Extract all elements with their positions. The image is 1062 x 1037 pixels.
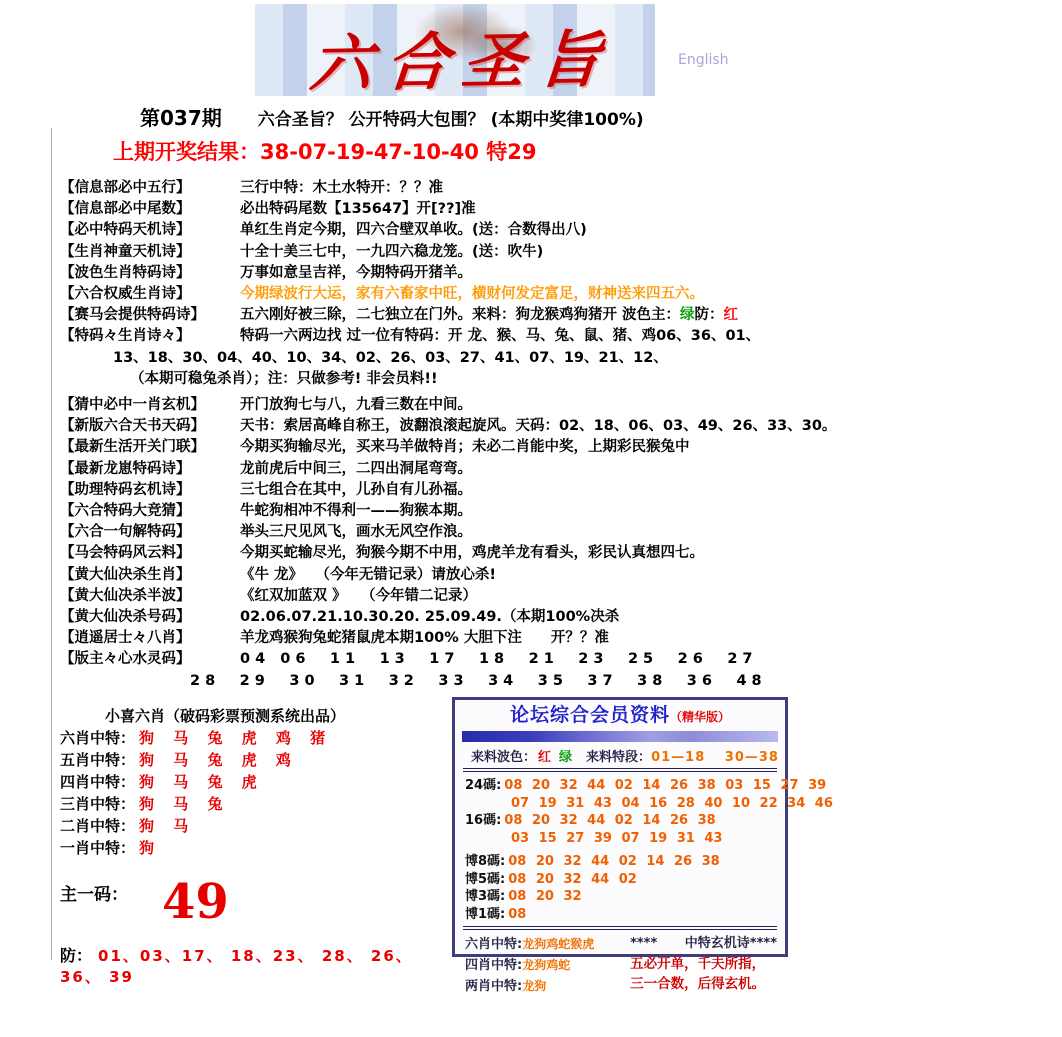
info-row-text: 开门放狗七与八，九看三数在中间。	[240, 397, 472, 414]
forum-box-title	[455, 703, 785, 729]
info-row-label: 【新版六合天书天码】	[60, 418, 205, 435]
info-row-fengyunliao	[60, 543, 1020, 564]
info-list	[60, 178, 1020, 692]
info-row-label: 【信息部必中五行】	[60, 180, 191, 196]
code-row-16	[465, 812, 779, 830]
xiaoxi-row-label: 一肖中特：	[60, 839, 136, 857]
xiaoxi-row-3	[60, 793, 450, 815]
xiaoxi-row-1	[60, 837, 450, 859]
info-row-label: 【六合特码大竞猜】	[60, 503, 191, 520]
xiaoxi-row-value: 狗 马	[139, 817, 196, 835]
issue-number: 第037期	[140, 106, 222, 130]
info-row-baxiao	[60, 628, 1020, 649]
lingma-line2: 28 29 30 31 32 33 34 35 37 38 36 48	[190, 672, 767, 689]
code-row-label: 24碼:	[465, 778, 502, 793]
xiaoxi-row-value: 狗 马 兔 虎 鸡 猪	[139, 729, 333, 747]
poem-line-1: 五必开单，千夫所指，	[630, 956, 766, 972]
xiaoxi-row-value: 狗 马 兔	[139, 795, 230, 813]
info-row-text: 《红双加蓝双 》 （今年错二记录）	[240, 587, 478, 604]
forum-divider	[463, 926, 777, 930]
info-row-yixiao-xuanji	[60, 395, 1020, 416]
bose-red: 红	[538, 750, 552, 765]
xiaoxi-row-label: 五肖中特：	[60, 751, 136, 769]
info-row-label: 【黄大仙决杀号码】	[60, 609, 191, 626]
fang-numbers: 01、03、17、 18、23、 28、 26、36、 39	[60, 947, 413, 986]
forum-title-suffix: （精华版）	[670, 710, 731, 724]
code-row-numbers: 08 20 32 44 02 14 26 38	[508, 854, 720, 869]
xiaoxi-title: 小喜六肖（破码彩票预测系统出品）	[105, 707, 346, 725]
poem-line-2: 三一合数，后得玄机。	[630, 976, 766, 992]
info-row-jueshahaoma	[60, 607, 1020, 628]
info-row-text-highlight: 今期绿波行大运，家有六畜家中旺，横财何发定富足，财神送来四五六。	[240, 286, 704, 303]
saima-pre: 五六刚好被三除，二七独立在门外。来料：狗龙猴鸡狗猪开 波色主：	[240, 307, 681, 324]
info-row-quanwei	[60, 284, 1020, 305]
bose-label: 来料波色：	[471, 750, 537, 765]
info-row-label: 【信息部必中尾数】	[60, 201, 191, 218]
lingma-line1: 04 06 11 13 17 18 21 23 25 26 27	[240, 651, 758, 668]
main-code-row	[60, 871, 450, 937]
left-border-rule	[51, 128, 52, 960]
xiaoxi-row-2	[60, 815, 450, 837]
xiaoxi-row-label: 三肖中特：	[60, 795, 136, 813]
code-row-bo3	[465, 888, 779, 906]
info-row-zhuli	[60, 480, 1020, 501]
tema-continuation-numbers: 13、18、30、04、40、10、34、02、26、03、27、41、07、19、21、12、	[113, 349, 668, 366]
banner-title: 六合圣旨	[307, 22, 619, 101]
info-row-label: 【最新龙崽特码诗】	[60, 460, 191, 477]
xiaoxi-row-value: 狗 马 兔 虎	[139, 773, 264, 791]
info-row-label: 【最新生活开关门联】	[60, 439, 205, 456]
xiaoxi-row-5	[60, 749, 450, 771]
info-row-jueshabanbo	[60, 586, 1020, 607]
code-row-numbers: 08 20 32 44 02	[508, 871, 637, 887]
xiaoxi-row-value: 狗 马 兔 虎 鸡	[139, 751, 298, 769]
info-row-label: 【黄大仙决杀生肖】	[60, 566, 191, 583]
teduan-value: 01—18 30—38	[651, 750, 779, 765]
zodiac-row-value: 龙狗	[522, 979, 547, 993]
info-row-text: 《牛 龙》 （今年无错记录）请放心杀!	[240, 566, 496, 583]
forum-zodiac-section	[465, 934, 779, 996]
zodiac-row-label: 两肖中特:	[465, 979, 523, 994]
zodiac-row-label: 六肖中特:	[465, 937, 523, 952]
saima-green-word: 绿	[680, 307, 695, 324]
info-row-text: 必出特码尾数【135647】开[??]准	[240, 201, 476, 218]
info-row-label: 【特码々生肖诗々】	[60, 328, 191, 345]
xiaoxi-row-value: 狗	[139, 839, 162, 857]
mystic-poem	[630, 934, 777, 994]
info-row-lingma	[60, 649, 1020, 670]
info-row-tianjishi	[60, 220, 1020, 241]
info-row-label: 【赛马会提供特码诗】	[60, 307, 205, 324]
info-row-text: 万事如意呈吉祥，今期特码开猪羊。	[240, 264, 472, 281]
xiaoxi-row-label: 二肖中特：	[60, 817, 136, 835]
info-row-text: 龙前虎后中间三，二四出洞尾弯弯。	[240, 460, 472, 477]
forum-bose-row	[471, 746, 779, 765]
header-banner	[255, 4, 655, 101]
tema-continuation-note: （本期可稳兔杀肖）；注：只做参考! 非会员料!!	[130, 370, 438, 387]
info-row-label: 【波色生肖特码诗】	[60, 264, 191, 281]
xiaoxi-row-label: 四肖中特：	[60, 773, 136, 791]
xiaoxi-block	[60, 705, 450, 987]
code-row-numbers: 08 20 32 44 02 14 26 38 03 15 27 39	[504, 778, 827, 793]
info-row-text	[240, 307, 738, 323]
info-row-label: 【逍遥居士々八肖】	[60, 630, 191, 647]
bose-green: 绿	[559, 750, 573, 765]
code-row-24	[465, 777, 827, 795]
info-row-longzai	[60, 459, 1020, 480]
info-row-shentong	[60, 242, 1020, 263]
forum-gradient-bar	[462, 731, 778, 742]
info-row-text: 三行中特：木土水特开：？？准	[240, 180, 443, 196]
forum-title-text: 论坛综合会员资料	[509, 704, 670, 726]
zodiac-row-value: 龙狗鸡蛇猴虎	[522, 937, 595, 951]
info-row-label: 【助理特码玄机诗】	[60, 481, 191, 498]
info-row-label: 【生肖神童天机诗】	[60, 243, 191, 260]
code-row-label: 博1碼:	[465, 906, 506, 922]
info-row-label: 【黄大仙决杀半波】	[60, 587, 191, 604]
code-row-label: 16碼:	[465, 813, 502, 828]
code-row-numbers: 08 20 32	[508, 889, 582, 904]
info-row-label: 【马会特码风云料】	[60, 545, 191, 562]
fang-label: 防：	[60, 946, 93, 965]
info-row-tema-shengxiao	[60, 326, 1020, 347]
last-draw-result: 上期开奖结果：38-07-19-47-10-40 特29	[113, 140, 537, 164]
info-row-text: 举头三尺见风飞，画水无风空作浪。	[240, 524, 472, 541]
info-row-yiju-jie	[60, 522, 1020, 543]
code-row-bo8	[465, 853, 779, 871]
forum-code-list	[465, 777, 833, 923]
info-row-text: 天书：索居高峰自称王，波翻浪滚起旋风。天码：02、18、06、03、49、26、33、30。	[240, 418, 837, 435]
code-row-numbers: 08 20 32 44 02 14 26 38	[504, 813, 716, 828]
info-row-text: 今期买狗输尽光，买来马羊做特肖；未必二肖能中奖，上期彩民猴兔中	[240, 439, 690, 456]
info-row-saimahui	[60, 305, 1020, 326]
code-row-numbers: 08	[508, 906, 527, 922]
main-code-value: 49	[162, 874, 229, 930]
saima-mid: 防：	[694, 307, 724, 324]
code-row-label: 博8碼:	[465, 854, 506, 869]
issue-line	[140, 102, 644, 131]
info-row-jueshashengxiao	[60, 565, 1020, 586]
code-row-24-line2: 07 19 31 43 04 16 28 40 10 22 34 46	[511, 795, 833, 811]
saima-red-word: 红	[723, 307, 739, 324]
teduan-label: 来料特段：	[586, 750, 652, 765]
xiaoxi-row-4	[60, 771, 450, 793]
info-row-text: 单红生肖定今期，四六合壁双单收。(送：合数得出八)	[240, 222, 587, 239]
forum-divider	[463, 768, 777, 772]
info-row-text: 三七组合在其中，儿孙自有儿孙福。	[240, 481, 472, 498]
forum-member-box	[452, 697, 833, 994]
code-row-bo5	[465, 871, 779, 889]
info-row-text: 十全十美三七中，一九四六稳龙笼。(送：吹牛)	[240, 243, 544, 260]
english-link[interactable]: English	[678, 52, 729, 68]
info-row-menlian	[60, 437, 1020, 458]
issue-slogan: 六合圣旨？ 公开特码大包围？ (本期中奖律100%)	[257, 110, 644, 130]
fang-row	[60, 943, 450, 987]
info-row-text: 羊龙鸡猴狗兔蛇猪鼠虎本期100% 大胆下注 开？？准	[240, 630, 609, 647]
zodiac-row-value: 龙狗鸡蛇	[522, 958, 571, 972]
info-row-jingcai	[60, 501, 1020, 522]
xiaoxi-row-6	[60, 727, 450, 749]
xiaoxi-row-label: 六肖中特：	[60, 729, 136, 747]
info-row-wuxing	[60, 178, 1020, 199]
zodiac-row-label: 四肖中特:	[465, 958, 523, 973]
code-row-label: 博3碼:	[465, 889, 506, 904]
info-row-tianshu	[60, 416, 1020, 437]
info-row-label: 【猜中必中一肖玄机】	[60, 397, 205, 414]
code-row-bo1	[465, 906, 779, 924]
info-row-label: 【必中特码天机诗】	[60, 222, 191, 239]
info-row-text: 特码一六两边找 过一位有特码：开 龙、猴、马、兔、鼠、猪、鸡06、36、01、	[240, 328, 761, 345]
main-code-label: 主一码：	[60, 885, 128, 905]
info-row-text: 牛蛇狗相冲不得利一——狗猴本期。	[240, 503, 472, 520]
info-row-text: 今期买蛇输尽光，狗猴今期不中用，鸡虎羊龙有看头，彩民认真想四七。	[240, 545, 704, 562]
code-row-label: 博5碼:	[465, 871, 506, 887]
info-row-label: 【六合一句解特码】	[60, 524, 191, 541]
info-row-label: 【版主々心水灵码】	[60, 651, 191, 668]
poem-title: **** 中特玄机诗****	[630, 936, 777, 951]
info-row-text: 02.06.07.21.10.30.20. 25.09.49.（本期100%决杀	[240, 609, 620, 626]
info-row-bose	[60, 263, 1020, 284]
info-row-label: 【六合权威生肖诗】	[60, 286, 191, 303]
code-row-16-line2: 03 15 27 39 07 19 31 43	[511, 830, 723, 846]
info-row-weishu	[60, 199, 1020, 220]
